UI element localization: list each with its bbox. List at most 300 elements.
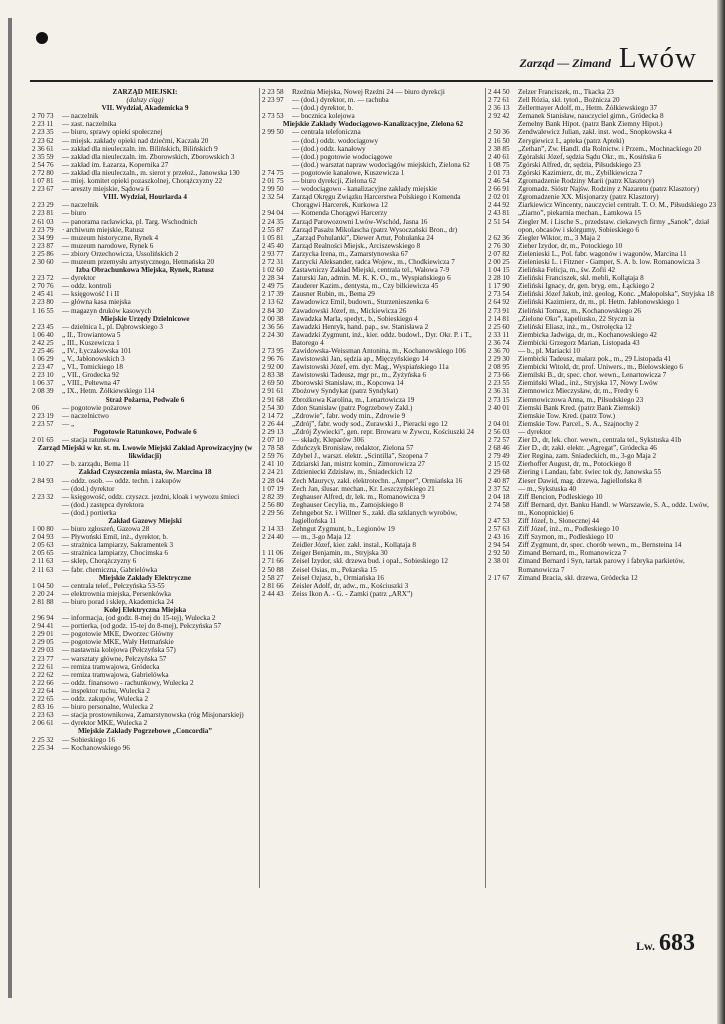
phone-number: 1 07 81 [32,177,54,186]
phone-number: 2 84 93 [32,476,54,485]
directory-entry [32,533,258,541]
directory-entry [488,363,718,371]
directory-entry [488,112,718,120]
entry-text: — Sobieskiego 16 [62,735,116,744]
phone-number: 2 70 73 [32,112,54,121]
entry-text: Ziembicki Witold, dr, prof. Uniwers., m., Bielowskiego 6 [518,363,683,372]
entry-text: Ziarkiewicz Wincenty, nauczyciel centralt. T. O. M., Piłsudskiego 23 [518,201,717,210]
directory-entry [488,153,718,161]
phone-number: 2 72 57 [488,436,510,445]
phone-number: 2 23 19 [32,411,54,420]
directory-entry [32,185,258,193]
directory-entry [262,331,484,347]
entry-text: „Zdrowie”, fabr. wody min., Zdrowie 9 [292,411,406,420]
phone-number: 2 29 01 [32,630,54,639]
column-divider [259,88,260,888]
phone-number: 2 83 16 [32,703,54,712]
phone-number: 2 28 10 [488,274,510,283]
entry-text: — zakład im. Łazarza, Kopernika 27 [62,160,169,169]
directory-entry [488,242,718,250]
directory-entry [32,331,258,339]
phone-number: 2 22 62 [32,670,54,679]
page-header [30,40,713,82]
directory-entry [262,493,484,501]
directory-entry [32,646,258,654]
phone-number: 2 73 15 [488,395,510,404]
directory-entry [488,557,718,573]
phone-number: 2 62 36 [488,233,510,242]
entry-text: Zech Maurycy, zakł. elektrotechn. „Amper”, Ormiańska 16 [292,476,463,485]
entry-text: · archiwum miejskie, Ratusz [62,225,145,234]
phone-number: 06 [32,403,40,412]
phone-number: 1 05 81 [262,233,284,242]
entry-text: — stacja ratunkowa [62,436,120,445]
phone-number: 2 23 58 [262,88,284,96]
phone-number: 1 06 40 [32,330,54,339]
entry-text: — (dod.) oddz. wodociągowy [292,136,379,145]
phone-number: 1 02 60 [262,266,284,275]
directory-entry [488,128,718,136]
phone-number: 2 79 49 [488,452,510,461]
phone-number: 2 43 81 [488,209,510,218]
phone-number: 2 23 97 [262,96,284,105]
phone-number: 2 11 63 [32,557,54,566]
directory-entry [262,153,484,161]
entry-text: — magazyn druków kasowych [62,306,152,315]
entry-text: — strażnica lampiarzy, Chocimska 6 [62,549,168,558]
directory-entry [32,218,258,226]
entry-text: Zawistowski Tadeusz, mgr pr., m., Żyżyńska 6 [292,371,427,380]
phone-number: 2 02 01 [488,193,510,202]
phone-number: 2 41 10 [262,460,284,469]
directory-entry [32,420,258,428]
entry-text: „ IX., Hetm. Żółkiewskiego 114 [62,387,155,396]
entry-text: — nastawnia kolejowa (Pełczyńska 57) [62,646,176,655]
entry-text: Zduńczyk Bronisław, redaktor, Zielona 57 [292,444,414,453]
directory-entry [488,533,718,541]
phone-number: 2 28 04 [262,476,284,485]
directory-entry [488,193,718,201]
entry-text: Zieliński Ignacy, dr, gen. bryg. em., Łąckiego 2 [518,282,655,291]
section-heading: Miejskie Urzędy Dzielnicowe [100,314,190,323]
phone-number: 2 40 61 [488,152,510,161]
entry-text: — biuro zgłoszeń, Gazowa 28 [62,525,150,534]
directory-entry [262,169,484,177]
phone-number: 2 36 70 [488,347,510,355]
phone-number [262,145,292,153]
column-3 [488,88,718,582]
section-heading: Zarząd Miejski w kr. st. m. Lwowie Miejski Zakład Aprowizacyjny (w likwidacji) [37,444,253,461]
directory-entry [262,218,484,226]
directory-entry [32,298,258,306]
phone-number: 2 23 72 [32,274,54,283]
entry-text: „Zarząd Pohulanki”, Diewer Artur, Pohulanka 24 [292,233,434,242]
directory-entry [262,137,484,145]
entry-text: Zeghauser Cecylia, m., Zamojskiego 8 [292,500,404,509]
directory-entry [262,436,484,444]
phone-number: 2 30 60 [32,257,54,266]
phone-number: 2 00 25 [488,257,510,266]
phone-number: 2 08 39 [32,387,54,396]
directory-entry [262,88,484,96]
entry-text: Zgromadz. Sióstr Najśw. Rodziny z Nazaretu (patrz Klasztory) [518,185,699,194]
phone-number: 2 70 76 [32,282,54,291]
directory-entry [32,541,258,549]
directory-entry [262,274,484,282]
phone-number: 2 44 43 [262,589,284,598]
directory-entry [488,412,718,420]
phone-number: 2 82 39 [262,492,284,501]
entry-text: Zgóralski Józef, sędzia Sądu Okr., m., Kosińska 6 [518,152,662,161]
directory-entry [262,234,484,242]
phone-number [262,161,292,169]
entry-text: — księgowość I i II [62,290,120,299]
entry-text: — zakład dla nieuleczaln. im. Bilińskich, Bilińskich 9 [62,144,218,153]
entry-text: Zemełny Bank Hipot. (patrz Bank Ziemny Hipot.) [518,120,663,129]
entry-text: Zellermayer Adolf, m., Hetm. Żółkiewskiego 37 [518,104,658,113]
column-divider [485,88,486,888]
directory-entry [488,88,718,96]
directory-entry [262,412,484,420]
directory-entry [32,638,258,646]
entry-text: — składy, Kleparów 306 [292,436,364,445]
directory-entry [32,120,258,128]
phone-number: 2 94 41 [32,622,54,631]
entry-text: — strażnica lampiarzy, Sakramentek 3 [62,541,174,550]
phone-number: 2 72 61 [488,96,510,105]
entry-text: — dyrektor MKE, Wulecka 2 [62,719,148,728]
phone-number: 2 42 25 [32,338,54,347]
directory-entry [32,404,258,412]
entry-text: „ VIII., Pełtewna 47 [62,379,120,388]
entry-text: „ IV., Łyczakowska 101 [62,347,132,355]
phone-number: 2 59 76 [262,452,284,461]
column-1 [32,88,258,752]
entry-text: Zawistowski Jan, sędzia ap., Mięczyńskiego 14 [292,355,429,364]
entry-text: Zell Rózia, skł. tytoń., Bożnicza 20 [518,96,620,105]
column-2 [262,88,484,598]
phone-number: 1 08 75 [488,160,510,169]
directory-entry [488,517,718,525]
entry-text: Zborowski Stanisław, m., Kopcowa 14 [292,379,404,388]
entry-text: — inspektor ruchu, Wulecka 2 [62,686,151,695]
phone-number: 2 73 53 [262,112,284,121]
directory-entry [262,501,484,509]
phone-number: 2 29 30 [488,355,510,364]
phone-number: 2 23 63 [32,711,54,720]
phone-number: 2 91 68 [262,395,284,404]
phone-number: 1 07 19 [262,484,284,493]
phone-number: 2 44 50 [488,88,510,96]
entry-text: — główna kasa miejska [62,298,131,307]
entry-text: Zeiger Benjamin, m., Stryjska 30 [292,549,388,558]
entry-text: — informacja, (od godz. 8-mej do 15-tej), Wulecka 2 [62,614,216,623]
phone-number: 2 56 80 [262,500,284,509]
entry-text: Zgórski Alfred, dr, sędzia, Piłsudskiego 23 [518,160,641,169]
entry-text: Zeisler Adolf, dr, adw., m., Kościuszki 3 [292,581,409,590]
phone-number: 1 06 29 [32,355,54,364]
entry-text: Ziegler Wiktor, m., 3 Maja 2 [518,233,601,242]
phone-number: 2 35 59 [32,152,54,161]
directory-entry [488,574,718,582]
directory-entry [32,525,258,533]
directory-entry [488,323,718,331]
entry-text: Zarząd Parowozowni Lwów-Wschód, Jasna 16 [292,217,428,226]
entry-text: — (dod.) portierka [62,508,117,517]
directory-entry [32,282,258,290]
phone-number: 2 78 58 [262,444,284,453]
phone-number: 2 96 76 [262,355,284,364]
entry-text: — zakład dla nieuleczaln. im. Zborowskich, Zborowskich 3 [62,152,235,161]
directory-entry [32,379,258,387]
phone-number [32,501,62,509]
entry-text: — zbiory Orzechowicza, Ussolińskich 2 [62,249,179,258]
phone-number: 2 92 42 [488,112,510,121]
entry-text: Zawadowski Józef, m., Mickiewicza 26 [292,306,407,315]
directory-entry [262,590,484,598]
entry-text: — warsztaty główne, Pełczyńska 57 [62,654,167,663]
directory-entry [262,282,484,290]
entry-text: Ziff Bencion, Podleskiego 10 [518,492,603,501]
phone-number: 2 07 82 [488,249,510,258]
directory-entry [32,614,258,622]
directory-entry [32,736,258,744]
phone-number: 2 47 53 [488,516,510,525]
directory-entry [488,282,718,290]
phone-number: 2 33 11 [488,330,510,339]
directory-entry [32,687,258,695]
directory-entry [262,185,484,193]
directory-entry [32,485,258,493]
directory-entry [488,104,718,112]
entry-text: „Zdrój Żywiecki”, gen. repr. Browaru w Żywcu, Kościuszki 24 [292,427,475,436]
directory-entry [262,363,484,371]
phone-number: 2 00 38 [262,314,284,323]
directory-entry [488,485,718,493]
directory-entry [262,404,484,412]
directory-entry [32,137,258,145]
entry-text: Zielińska Felicja, m., św. Zofii 42 [518,266,616,275]
entry-text: — (dod.) dyrektor, b. [292,104,354,113]
phone-number: 2 40 01 [488,403,510,412]
phone-number: 2 01 65 [32,436,54,445]
entry-text: Zendwalewicz Julian, zakł. inst. wod., Snopkowska 4 [518,128,672,137]
phone-number: 2 14 81 [488,314,510,323]
entry-text: — wodociągowo - kanalizacyjne zakłady miejskie [292,185,438,194]
directory-entry [262,428,484,436]
phone-number: 2 61 03 [32,217,54,226]
directory-entry [262,387,484,395]
entry-text: Zarząd Okręgu Związku Harcerstwa Polskiego i Komenda Chorągwi Harcerek, Kurkowa 12 [292,193,461,210]
directory-entry [32,436,258,444]
directory-entry [32,153,258,161]
phone-number: 2 23 11 [32,120,54,129]
entry-text: — oddz. osob. — oddz. techn. i zakupów [62,476,182,485]
entry-text: — remiza tramwajowa, Gabrielówka [62,670,169,679]
phone-number: 2 50 88 [262,565,284,574]
phone-number [262,541,292,549]
section-heading: Zakład Gazowy Miejski [108,516,182,525]
entry-text: Ziemnowicz Mieczysław, dr, m., Fredry 6 [518,387,639,396]
phone-number: 2 24 21 [262,468,284,477]
section-heading: Miejskie Zakłady Pogrzebowe „Concordia” [78,727,212,736]
directory-entry [488,266,718,274]
phone-number: 2 29 03 [32,646,54,655]
entry-text: Zier Regina, zam. Śniadeckich, m., 3-go Maja 2 [518,452,657,461]
directory-entry [262,104,484,112]
phone-number: 2 29 68 [488,468,510,477]
entry-text: — (dod.) pogotowie wodociągowe [292,152,393,161]
section-heading: VII. Wydział, Akademicka 9 [101,104,189,113]
directory-entry [32,169,258,177]
directory-entry [32,493,258,501]
directory-entry [32,177,258,185]
phone-number: 2 05 65 [32,549,54,558]
entry-text: Zieher Izydor, dr, m., Potockiego 10 [518,241,623,250]
entry-text: — zakład dla nieuleczaln., m. sierot y przełoż., Janowska 130 [62,168,240,177]
directory-entry [32,582,258,590]
section-heading: (dalszy ciąg) [126,96,164,105]
phone-number: 2 04 93 [32,533,54,542]
section-heading: Miejskie Zakłady Wodociągowo-Kanalizacyjne, Zielona 62 [282,120,464,129]
directory-entry [488,145,718,153]
entry-text: — remiza tramwajowa, Gródecka [62,662,160,671]
directory-entry [488,379,718,387]
phone-number: 2 36 56 [262,322,284,331]
phone-number: 1 04 50 [32,581,54,590]
entry-text: — biuro [62,209,87,218]
directory-entry [32,663,258,671]
directory-entry [262,161,484,169]
directory-entry [32,290,258,298]
directory-entry [488,218,718,234]
directory-entry [262,379,484,387]
entry-text: — fabr. chemiczna, Gabrielówka [62,565,158,574]
entry-text: Zieliński Józef Jakub, inż. geolog, Konc. „Małopolska”, Stryjska 18 [518,290,714,299]
directory-entry [32,477,258,485]
section-heading: Straż Pożarna, Podwale 6 [105,395,185,404]
entry-text: Zeghauser Alfred, dr, lek. m., Romanowicza 9 [292,492,425,501]
entry-text: — zast. naczelnika [62,120,117,129]
phone-number: 2 23 57 [32,419,54,428]
section-heading: VIII. Wydział, Hourlarda 4 [102,193,188,202]
directory-entry [32,323,258,331]
directory-entry [488,396,718,404]
phone-number: 2 16 50 [488,136,510,145]
phone-number [32,485,62,493]
directory-entry [488,501,718,517]
directory-entry [488,315,718,323]
directory-entry [32,209,258,217]
phone-number: 2 04 01 [488,419,510,428]
directory-entry [488,541,718,549]
directory-entry [32,679,258,687]
phone-number: 2 36 13 [488,104,510,113]
phone-number: 2 76 30 [488,241,510,250]
directory-entry [262,250,484,258]
directory-entry [262,525,484,533]
directory-entry [488,444,718,452]
phone-number: 2 45 40 [262,241,284,250]
directory-entry [262,485,484,493]
directory-entry [262,477,484,485]
phone-number: 2 23 81 [32,209,54,218]
phone-number: 2 71 66 [262,557,284,566]
section-heading: Izba Obrachunkowa Miejska, Rynek, Ratusz [76,266,214,275]
phone-number: 2 23 10 [32,371,54,380]
entry-text: Zbożowy Syndykat (patrz Syndykat) [292,387,398,396]
entry-text: Zarząd Realności Miejsk., Arciszewskiego 8 [292,241,421,250]
directory-entry [488,185,718,193]
entry-text: — naczelnik [62,112,99,121]
directory-entry [32,598,258,606]
directory-entry [262,128,484,136]
directory-entry [488,452,718,460]
entry-text: Zech Jan, ślusar. mechan., Kr. Leszczyńskiego 21 [292,484,435,493]
directory-entry [262,315,484,323]
phone-number: 2 92 00 [262,363,284,372]
directory-entry [488,331,718,339]
directory-entry [262,355,484,363]
phone-number: 2 36 31 [488,387,510,396]
directory-entry [32,549,258,557]
entry-text: — (dod.) dyrektor, m. — rachuba [292,96,389,105]
directory-entry [32,145,258,153]
directory-entry [488,234,718,242]
header-right [520,42,697,75]
directory-entry [32,274,258,282]
phone-number: 2 99 50 [262,128,284,137]
phone-number: 1 11 06 [262,549,284,558]
entry-text: „ VII., Grodecka 92 [62,371,120,380]
phone-number: 2 20 24 [32,589,54,598]
phone-number: 2 24 30 [262,330,284,339]
entry-text: — pogotowie pożarowe [62,403,132,412]
phone-number: 2 14 33 [262,525,284,534]
directory-entry [488,169,718,177]
phone-number: 2 84 30 [262,306,284,315]
phone-number: 2 68 46 [488,444,510,453]
entry-text: „ V., Jabłonowskich 3 [62,355,125,364]
phone-number: 2 73 95 [262,347,284,355]
phone-number: 2 83 38 [262,371,284,380]
directory-entry [32,622,258,630]
entry-text: Zierhoffer August, dr, m., Potockiego 8 [518,460,632,469]
directory-entry [488,404,718,412]
phone-number: 2 11 63 [32,565,54,574]
entry-text: Zarzycka Irena, m., Zamarstynowska 67 [292,249,408,258]
entry-text: „Zethan”, Zw. Handl. dla Rolnictw. i Przem., Mochnackiego 20 [518,144,702,153]
directory-entry [488,477,718,485]
entry-text: Zawistowski Józef, em. dyr. Mag., Wyspiańskiego 11a [292,363,449,372]
entry-text: Zehngebot Sz. i Willner S., zakł. dla szklanych wyrobów, Jagiellońska 11 [292,508,457,525]
phone-number: 2 51 54 [488,217,510,226]
entry-text: — bocznica kolejowa [292,112,355,121]
directory-entry [488,250,718,258]
phone-number [262,137,292,145]
directory-entry [32,307,258,315]
directory-entry [262,209,484,217]
phone-number: 1 04 15 [488,266,510,275]
phone-number: 2 57 63 [488,525,510,534]
phone-number: 2 07 10 [262,436,284,445]
entry-text: — muzeum historyczne, Rynek 4 [62,233,159,242]
directory-entry [32,347,258,355]
entry-text: Zier D., dr, lek. chor. wewn., centrala tel., Sykstuska 41b [518,436,682,445]
entry-text: Zielenieski L. i Fitzner - Gamper, S. A. b. low. Romanowicza 3 [518,257,700,266]
phone-number: 2 17 39 [262,290,284,299]
directory-entry [262,574,484,582]
